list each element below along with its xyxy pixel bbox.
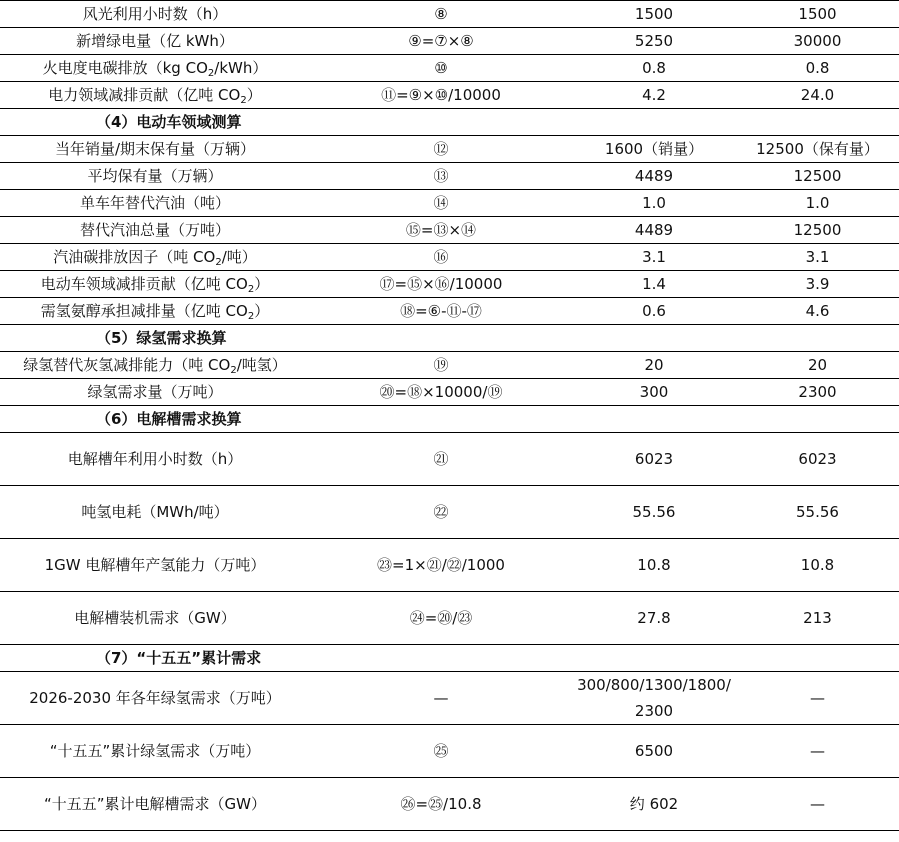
table-row <box>0 725 899 778</box>
table-row <box>0 352 899 379</box>
value-2030-cell: 4.6 <box>736 298 899 325</box>
indicator-cell <box>0 82 310 109</box>
indicator-label-prefix: 电动车领域减排贡献（亿吨 CO <box>40 275 248 293</box>
subscript: 2 <box>240 95 247 106</box>
formula-cell: ⑪=⑨×⑩/10000 <box>310 82 572 109</box>
formula-cell: ⑫ <box>310 136 572 163</box>
table-row <box>0 486 899 539</box>
value-2030-cell: — <box>736 725 899 778</box>
indicator-cell: 新增绿电量（亿 kWh） <box>0 28 310 55</box>
value-2025-cell: 300 <box>572 379 736 406</box>
table-row <box>0 217 899 244</box>
table-row <box>0 163 899 190</box>
indicator-label-prefix: 需氢氨醇承担减排量（亿吨 CO <box>40 302 248 320</box>
section-header-row <box>0 325 899 352</box>
formula-cell: ⑯ <box>310 244 572 271</box>
section-header-row <box>0 109 899 136</box>
formula-cell: ⑩ <box>310 55 572 82</box>
indicator-label-prefix: 电力领域减排贡献（亿吨 CO <box>48 86 241 104</box>
indicator-cell: 吨氢电耗（MWh/吨） <box>0 486 310 539</box>
table-row <box>0 778 899 831</box>
value-2025-cell: 55.56 <box>572 486 736 539</box>
table-row <box>0 55 899 82</box>
indicator-cell <box>0 244 310 271</box>
section-title: （6）电解槽需求换算 <box>0 406 899 433</box>
formula-cell: ㉖=㉕/10.8 <box>310 778 572 831</box>
indicator-cell <box>0 271 310 298</box>
indicator-label-prefix: 汽油碳排放因子（吨 CO <box>53 248 216 266</box>
subscript: 2 <box>247 284 255 295</box>
value-2025-cell: 27.8 <box>572 592 736 645</box>
indicator-cell: 单车年替代汽油（吨） <box>0 190 310 217</box>
table-row <box>0 28 899 55</box>
value-2030-cell: 213 <box>736 592 899 645</box>
value-2025-cell: 4489 <box>572 163 736 190</box>
value-2030-cell: 1.0 <box>736 190 899 217</box>
section-header-row <box>0 645 899 672</box>
value-2030-cell: 12500 <box>736 217 899 244</box>
table-row <box>0 592 899 645</box>
indicator-cell <box>0 298 310 325</box>
indicator-cell: 绿氢需求量（万吨） <box>0 379 310 406</box>
section-title: （4）电动车领域测算 <box>0 109 899 136</box>
value-2030-cell: 24.0 <box>736 82 899 109</box>
indicator-label-suffix: /kWh） <box>214 59 268 77</box>
section-title: （7）“十五五”累计需求 <box>0 645 899 672</box>
indicator-cell: 1GW 电解槽年产氢能力（万吨） <box>0 539 310 592</box>
formula-cell: ⑭ <box>310 190 572 217</box>
value-2025-cell: 约 602 <box>572 778 736 831</box>
subscript: 2 <box>207 68 215 79</box>
indicator-cell: 当年销量/期末保有量（万辆） <box>0 136 310 163</box>
table-row <box>0 539 899 592</box>
value-2025-cell: 6023 <box>572 433 736 486</box>
formula-cell: ⑮=⑬×⑭ <box>310 217 572 244</box>
table-row <box>0 136 899 163</box>
indicator-label-suffix: ） <box>254 302 270 320</box>
indicator-cell: 2026-2030 年各年绿氢需求（万吨） <box>0 672 310 725</box>
formula-cell: ⑨=⑦×⑧ <box>310 28 572 55</box>
value-2030-cell: 1500 <box>736 1 899 28</box>
value-2030-cell: 2300 <box>736 379 899 406</box>
indicator-label-suffix: ） <box>254 275 270 293</box>
value-2030-cell: 10.8 <box>736 539 899 592</box>
indicator-label-suffix: /吨） <box>221 248 257 266</box>
value-2030-cell: 55.56 <box>736 486 899 539</box>
indicator-cell: 电解槽年利用小时数（h） <box>0 433 310 486</box>
value-2025-cell: 0.8 <box>572 55 736 82</box>
table-row <box>0 244 899 271</box>
indicator-cell: 风光利用小时数（h） <box>0 1 310 28</box>
table-row <box>0 298 899 325</box>
subscript: 2 <box>215 257 222 268</box>
table-row <box>0 672 899 725</box>
table-row <box>0 379 899 406</box>
value-2030-cell: 12500（保有量） <box>736 136 899 163</box>
value-2025-cell: 1.0 <box>572 190 736 217</box>
indicator-label-suffix: ） <box>246 86 262 104</box>
indicator-cell: “十五五”累计绿氢需求（万吨） <box>0 725 310 778</box>
formula-cell: ⑱=⑥-⑪-⑰ <box>310 298 572 325</box>
formula-cell: ㉑ <box>310 433 572 486</box>
table-row <box>0 82 899 109</box>
table-body <box>0 1 899 831</box>
value-2025-cell: 4489 <box>572 217 736 244</box>
value-2025-cell: 10.8 <box>572 539 736 592</box>
value-2025-cell: 1600（销量） <box>572 136 736 163</box>
value-2025-cell: 6500 <box>572 725 736 778</box>
value-2030-cell: — <box>736 778 899 831</box>
subscript: 2 <box>247 311 255 322</box>
value-2030-cell: 3.1 <box>736 244 899 271</box>
value-2025-cell: 5250 <box>572 28 736 55</box>
value-2030-cell: 6023 <box>736 433 899 486</box>
indicator-cell: 平均保有量（万辆） <box>0 163 310 190</box>
formula-cell: ⑲ <box>310 352 572 379</box>
value-2030-cell: — <box>736 672 899 725</box>
formula-cell: ⑰=⑮×⑯/10000 <box>310 271 572 298</box>
value-2025-cell: 4.2 <box>572 82 736 109</box>
value-2030-cell: 12500 <box>736 163 899 190</box>
formula-cell: ⑳=⑱×10000/⑲ <box>310 379 572 406</box>
table-row <box>0 271 899 298</box>
formula-cell: ⑬ <box>310 163 572 190</box>
indicator-cell <box>0 55 310 82</box>
value-2030-cell: 20 <box>736 352 899 379</box>
indicator-cell <box>0 352 310 379</box>
value-2025-cell: 1500 <box>572 1 736 28</box>
value-2030-cell: 3.9 <box>736 271 899 298</box>
value-2025-cell: 300/800/1300/1800/2300 <box>572 672 736 725</box>
indicator-cell: 替代汽油总量（万吨） <box>0 217 310 244</box>
value-2025-cell: 20 <box>572 352 736 379</box>
table-row <box>0 190 899 217</box>
formula-cell: ㉓=1×㉑/㉒/1000 <box>310 539 572 592</box>
formula-cell: ㉒ <box>310 486 572 539</box>
indicator-label-prefix: 火电度电碳排放（kg CO <box>42 59 208 77</box>
value-2025-cell: 0.6 <box>572 298 736 325</box>
table-row <box>0 433 899 486</box>
value-2030-cell: 0.8 <box>736 55 899 82</box>
indicator-label-prefix: 绿氢替代灰氢减排能力（吨 CO <box>23 356 231 374</box>
formula-cell: ㉔=⑳/㉓ <box>310 592 572 645</box>
value-2025-cell: 1.4 <box>572 271 736 298</box>
value-2025-cell: 3.1 <box>572 244 736 271</box>
formula-cell: ㉕ <box>310 725 572 778</box>
indicator-cell: “十五五”累计电解槽需求（GW） <box>0 778 310 831</box>
table-row <box>0 1 899 28</box>
formula-cell: — <box>310 672 572 725</box>
indicator-label-suffix: /吨氢） <box>236 356 287 374</box>
subscript: 2 <box>230 365 237 376</box>
section-title: （5）绿氢需求换算 <box>0 325 899 352</box>
indicator-cell: 电解槽装机需求（GW） <box>0 592 310 645</box>
section-header-row <box>0 406 899 433</box>
value-2030-cell: 30000 <box>736 28 899 55</box>
formula-cell: ⑧ <box>310 1 572 28</box>
